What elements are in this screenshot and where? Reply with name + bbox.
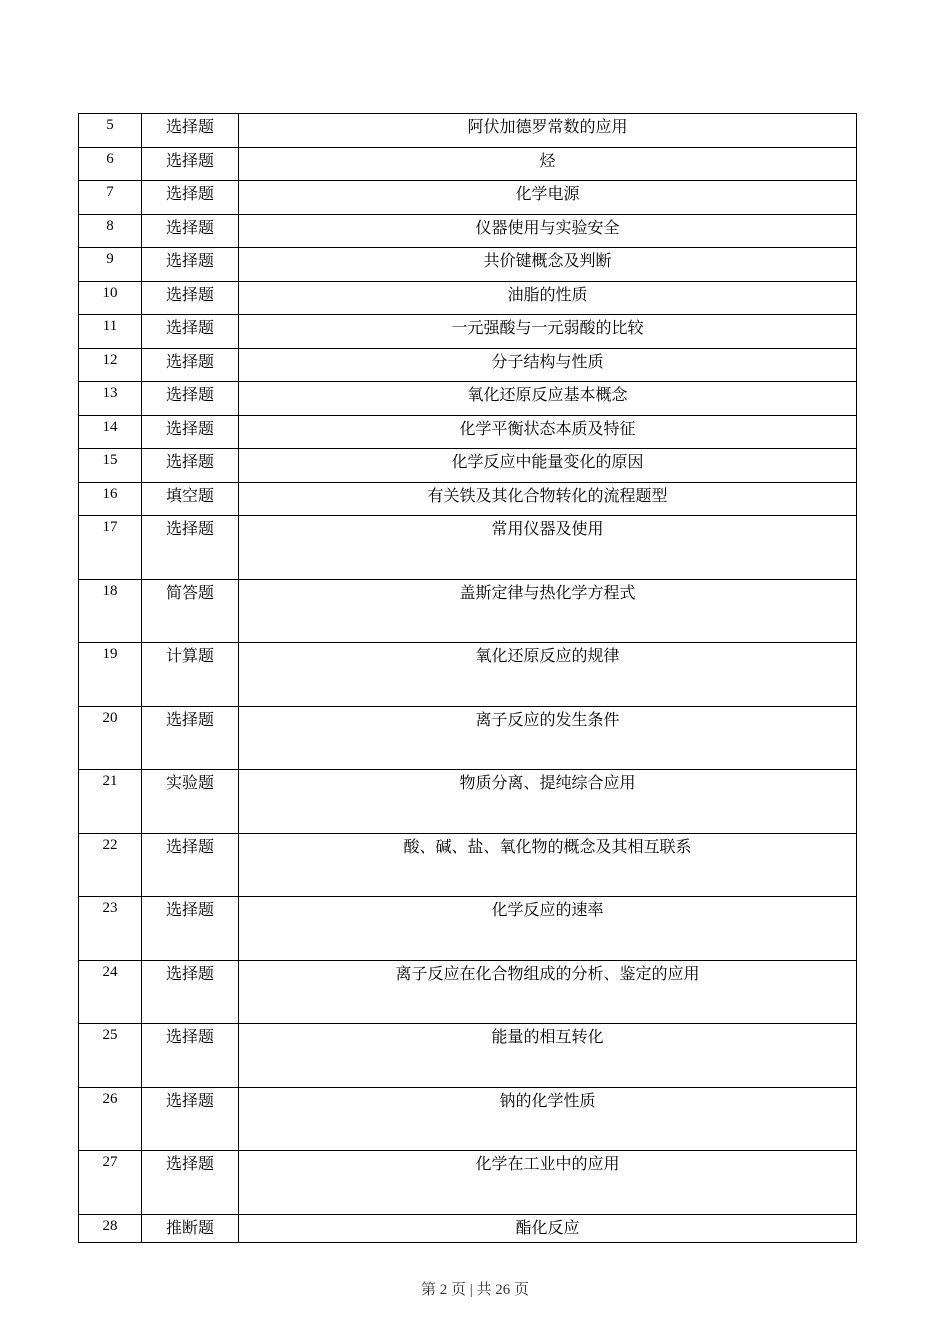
question-number: 11 [79,315,142,349]
knowledge-point: 化学平衡状态本质及特征 [239,415,857,449]
table-row [79,281,857,315]
footer-total-prefix: 共 [476,1282,492,1298]
question-number: 22 [79,833,142,897]
question-number: 8 [79,214,142,248]
knowledge-point: 油脂的性质 [239,281,857,315]
table-row [79,1214,857,1242]
question-number: 19 [79,643,142,707]
knowledge-point: 钠的化学性质 [239,1087,857,1151]
table-row [79,1087,857,1151]
table-row [79,1151,857,1215]
question-number: 21 [79,770,142,834]
question-number: 10 [79,281,142,315]
question-type: 选择题 [142,1087,239,1151]
knowledge-point: 阿伏加德罗常数的应用 [239,114,857,148]
table-row [79,348,857,382]
question-number: 6 [79,147,142,181]
table-row [79,147,857,181]
knowledge-point: 化学反应的速率 [239,897,857,961]
question-type: 选择题 [142,114,239,148]
question-number: 16 [79,482,142,516]
question-type: 简答题 [142,579,239,643]
question-type: 填空题 [142,482,239,516]
table-row [79,181,857,215]
question-number: 13 [79,382,142,416]
table-row [79,960,857,1024]
knowledge-point: 化学电源 [239,181,857,215]
table-row [79,415,857,449]
knowledge-point: 盖斯定律与热化学方程式 [239,579,857,643]
question-type: 选择题 [142,1151,239,1215]
knowledge-point: 烃 [239,147,857,181]
question-number: 24 [79,960,142,1024]
table-row [79,315,857,349]
question-number: 12 [79,348,142,382]
knowledge-point: 常用仪器及使用 [239,516,857,580]
question-type: 选择题 [142,214,239,248]
table-row [79,114,857,148]
footer-total-suffix: 页 [514,1282,530,1298]
question-number: 26 [79,1087,142,1151]
knowledge-point: 氧化还原反应基本概念 [239,382,857,416]
question-type: 选择题 [142,1024,239,1088]
table-row [79,897,857,961]
knowledge-point: 离子反应的发生条件 [239,706,857,770]
table-row [79,643,857,707]
page-footer [0,1278,950,1299]
question-type: 选择题 [142,516,239,580]
question-number: 14 [79,415,142,449]
question-number: 25 [79,1024,142,1088]
table-row [79,214,857,248]
question-number: 17 [79,516,142,580]
knowledge-point: 仪器使用与实验安全 [239,214,857,248]
total-pages-number: 26 [495,1282,511,1298]
table-row [79,449,857,483]
knowledge-point: 化学在工业中的应用 [239,1151,857,1215]
question-number: 28 [79,1214,142,1242]
table-row [79,770,857,834]
question-number: 20 [79,706,142,770]
question-number: 27 [79,1151,142,1215]
question-type: 选择题 [142,281,239,315]
question-type: 选择题 [142,147,239,181]
question-number: 7 [79,181,142,215]
question-type: 选择题 [142,382,239,416]
question-type: 选择题 [142,315,239,349]
question-type: 选择题 [142,833,239,897]
knowledge-point: 物质分离、提纯综合应用 [239,770,857,834]
table-row [79,833,857,897]
question-type: 计算题 [142,643,239,707]
knowledge-point: 酸、碱、盐、氧化物的概念及其相互联系 [239,833,857,897]
knowledge-point: 化学反应中能量变化的原因 [239,449,857,483]
table-row [79,516,857,580]
question-number: 15 [79,449,142,483]
table-row [79,579,857,643]
current-page-number: 2 [439,1282,448,1298]
question-type: 选择题 [142,449,239,483]
question-type: 选择题 [142,897,239,961]
question-number: 9 [79,248,142,282]
question-type: 推断题 [142,1214,239,1242]
footer-prefix: 第 [420,1282,436,1298]
knowledge-point: 共价键概念及判断 [239,248,857,282]
question-type: 选择题 [142,415,239,449]
question-type: 选择题 [142,348,239,382]
question-type: 选择题 [142,706,239,770]
table-row [79,1024,857,1088]
knowledge-point-table [78,113,857,1243]
table-row [79,482,857,516]
question-type: 选择题 [142,960,239,1024]
table-row [79,382,857,416]
knowledge-point: 一元强酸与一元弱酸的比较 [239,315,857,349]
knowledge-point: 有关铁及其化合物转化的流程题型 [239,482,857,516]
question-number: 5 [79,114,142,148]
knowledge-point: 分子结构与性质 [239,348,857,382]
question-number: 18 [79,579,142,643]
question-type: 选择题 [142,181,239,215]
footer-separator: | [469,1282,473,1298]
knowledge-point: 离子反应在化合物组成的分析、鉴定的应用 [239,960,857,1024]
footer-page-word: 页 [450,1282,466,1298]
table-row [79,248,857,282]
knowledge-point: 酯化反应 [239,1214,857,1242]
question-type: 选择题 [142,248,239,282]
question-type: 实验题 [142,770,239,834]
knowledge-point: 氧化还原反应的规律 [239,643,857,707]
question-number: 23 [79,897,142,961]
table-row [79,706,857,770]
knowledge-point: 能量的相互转化 [239,1024,857,1088]
